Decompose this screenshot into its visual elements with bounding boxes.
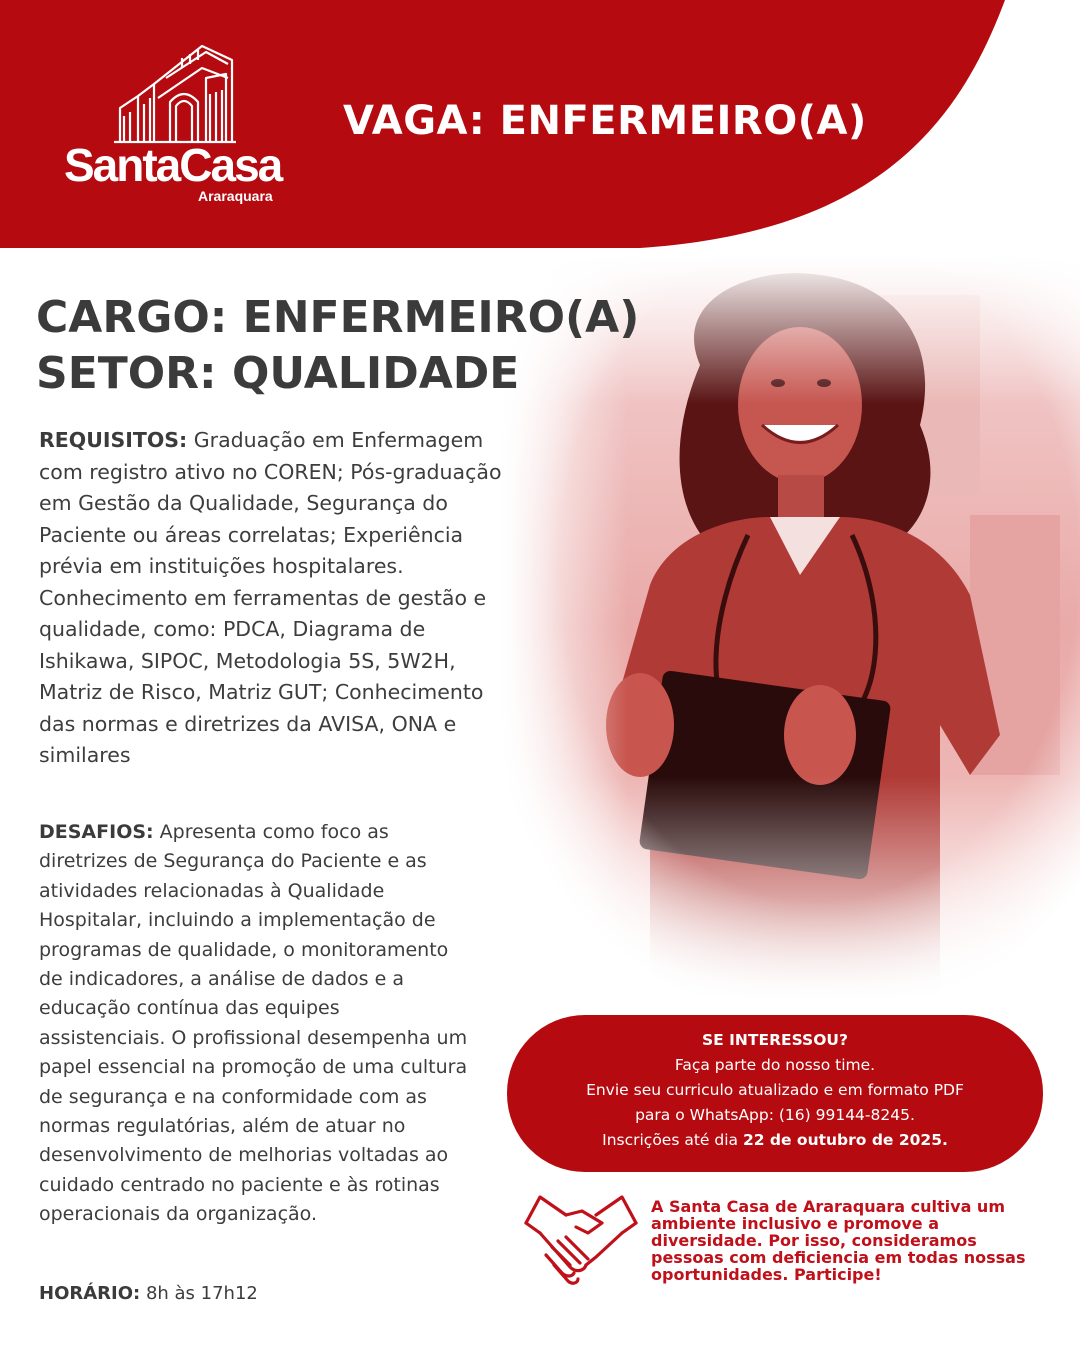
cta-box — [507, 1015, 1043, 1172]
requisitos-section — [39, 425, 509, 772]
inclusion-statement: A Santa Casa de Araraquara cultiva um ambiente inclusivo e promove a diversidade. Por isso, consideramos pessoas com deficiencia em todas nossas oportunidades. Participe! — [651, 1197, 1026, 1284]
requisitos-label: REQUISITOS: — [39, 428, 188, 452]
cta-line-3: para o WhatsApp: (16) 99144-8245. — [635, 1106, 915, 1124]
cargo-line: CARGO: ENFERMEIRO(A) — [36, 292, 640, 343]
cta-line-4 — [507, 1128, 1043, 1153]
desafios-section — [39, 818, 469, 1230]
requisitos-text: Graduação em Enfermagem com registro ativo no COREN; Pós-graduação em Gestão da Qualidade, Segurança do Paciente ou áreas correlatas; Experiência prévia em instituições hospitalares. — [39, 428, 502, 578]
cta-deadline-prefix: Inscrições até dia — [602, 1131, 743, 1149]
job-heading — [36, 290, 639, 402]
page-title: VAGA: ENFERMEIRO(A) — [343, 98, 867, 144]
cta-deadline: 22 de outubro de 2025. — [742, 1131, 948, 1149]
requisitos-text-2: Conhecimento em ferramentas de gestão e qualidade, como: PDCA, Diagrama de Ishikawa, SIPOC, Metodologia 5S, 5W2H, Matriz de Risco, Matriz GUT; Conhecimento das normas e diretrizes da AVISA, ONA e similares — [39, 585, 487, 767]
horario-label: HORÁRIO: — [39, 1283, 141, 1304]
handshake-icon — [522, 1193, 640, 1291]
brand-city: Araraquara — [198, 188, 273, 204]
santa-casa-logo — [60, 38, 300, 208]
horario-text: 8h às 17h12 — [140, 1283, 258, 1304]
setor-line: SETOR: QUALIDADE — [36, 348, 520, 399]
brand-name: SantaCasa — [64, 139, 282, 191]
cta-line-1: Faça parte do nosso time. — [674, 1056, 876, 1074]
hospital-building-icon — [110, 38, 240, 146]
desafios-text: Apresenta como foco as diretrizes de Segurança do Paciente e as atividades relacionadas à Qualidade Hospitalar, incluindo a implementação de programas de qualidade, o monitoramento de indicadores, a análise de dados e a educação contínua das equipes assistenciais. O profissional desempenha um papel essencial na promoção de uma cultura de segurança e na conformidade com as normas regulatórias, além de atuar no desenvolvimento de melhorias voltadas ao cuidado centrado no paciente e às rotinas operacionais da organização. — [39, 821, 468, 1226]
horario-section — [39, 1281, 258, 1307]
cta-title: SE INTERESSOU? — [702, 1031, 848, 1049]
desafios-label: DESAFIOS: — [39, 821, 154, 843]
cta-line-2: Envie seu curriculo atualizado e em formato PDF — [586, 1081, 964, 1099]
